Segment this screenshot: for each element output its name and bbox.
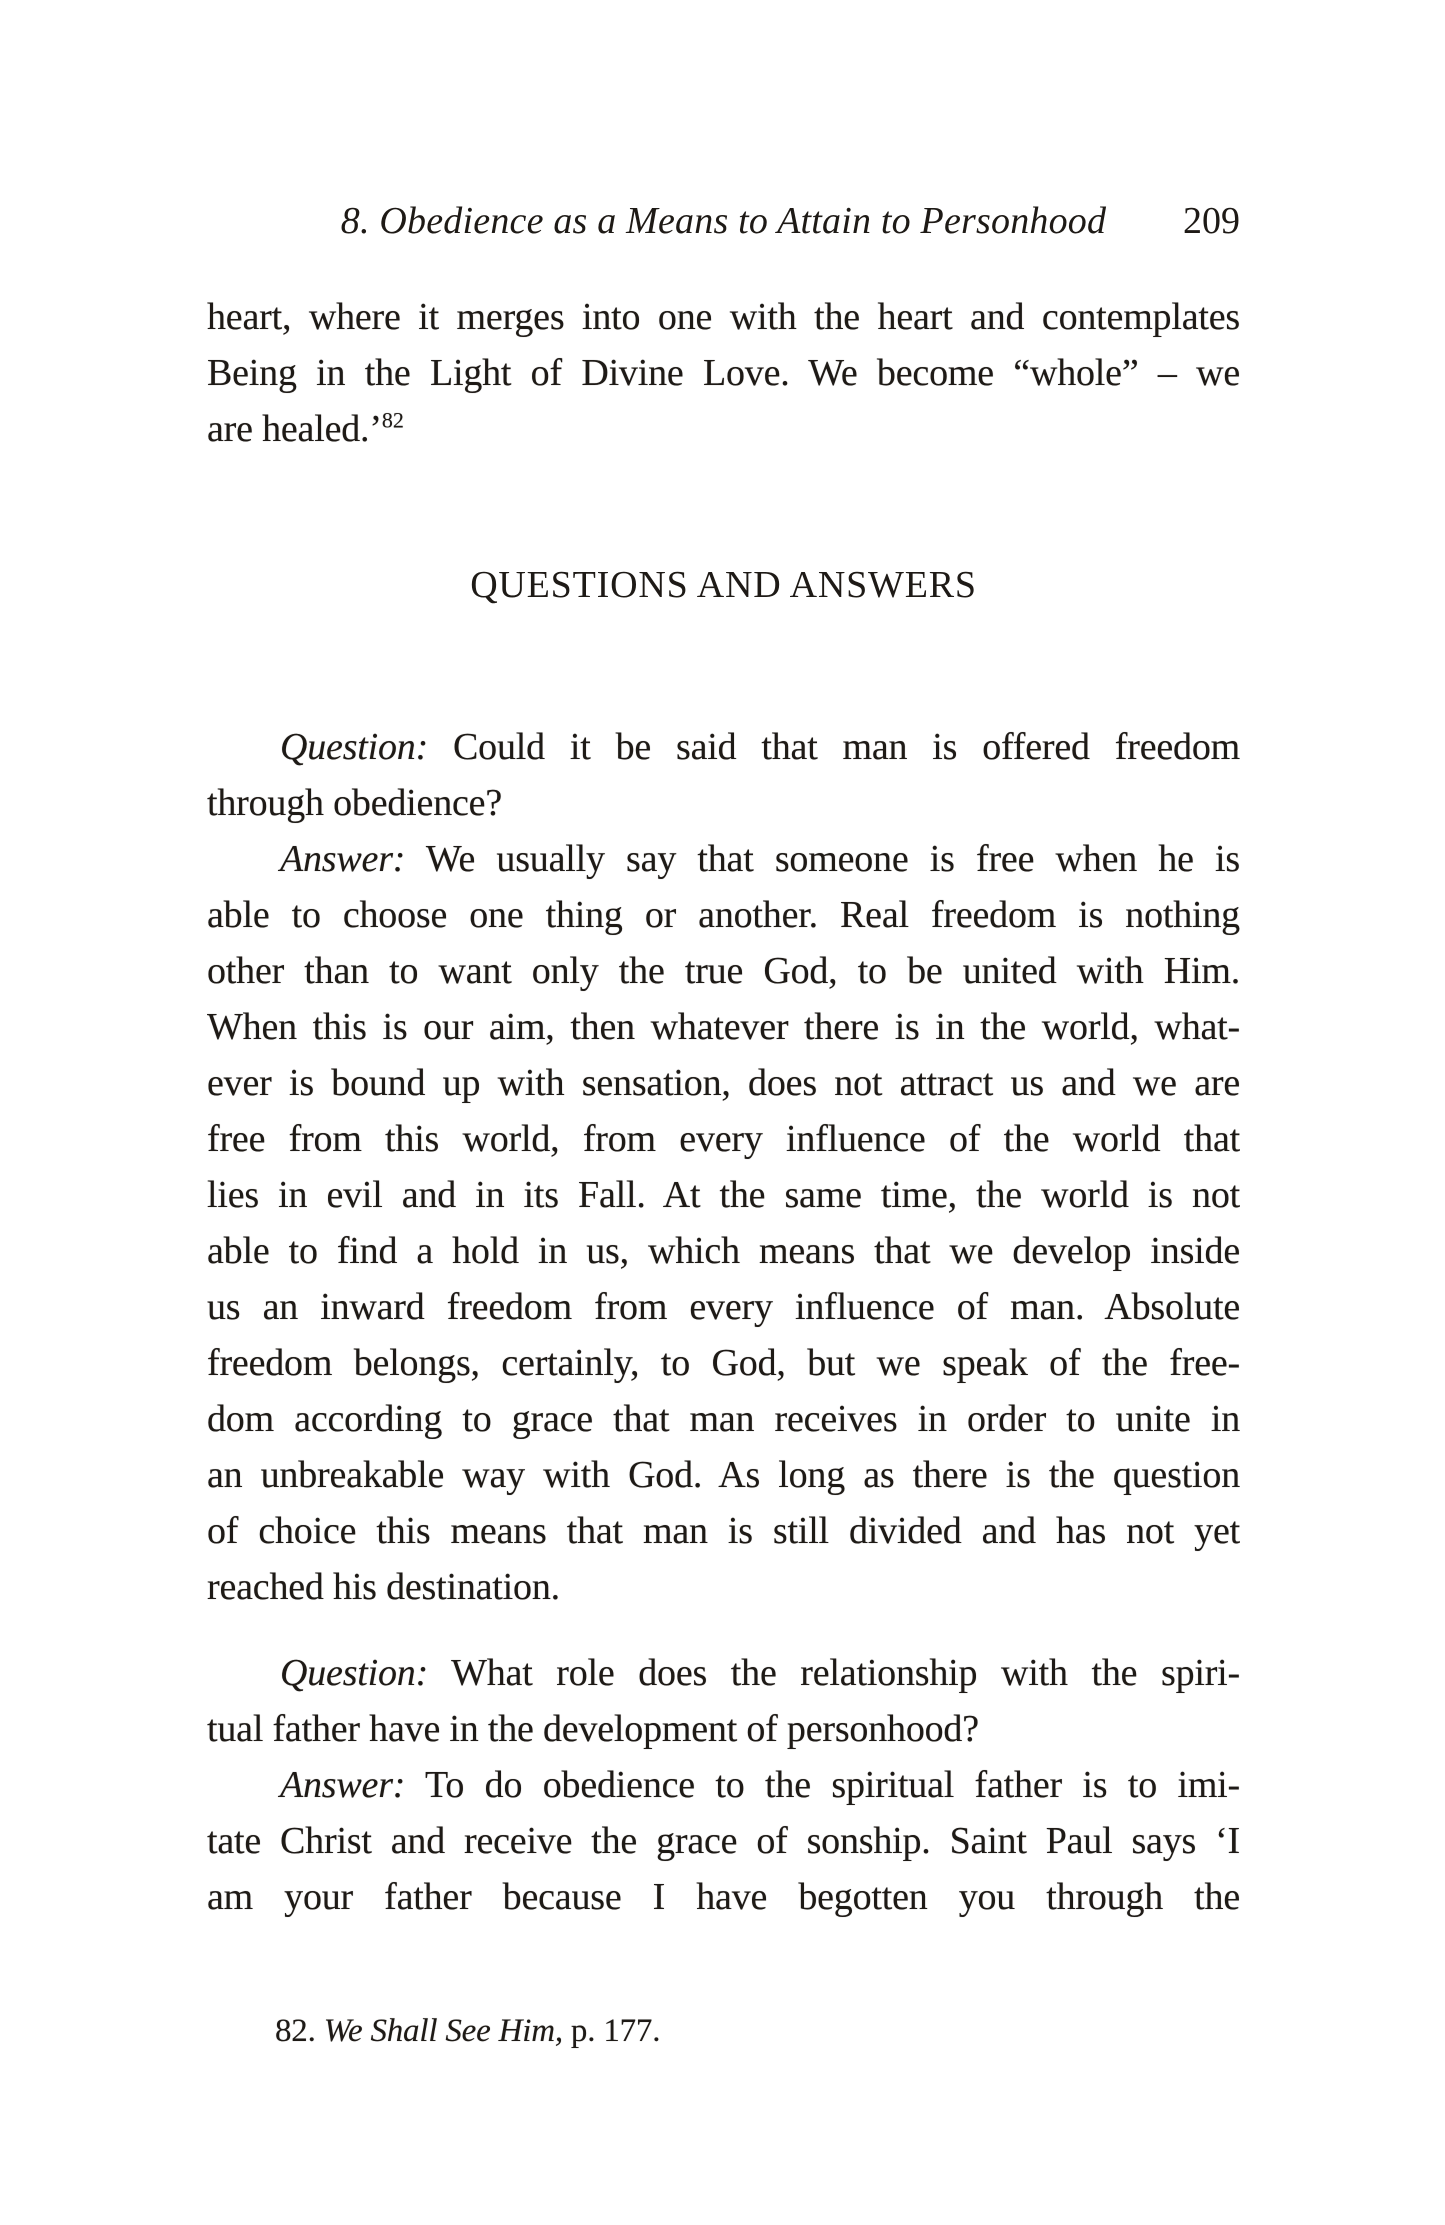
italic-text: Answer: (280, 1764, 406, 1806)
block-slot-0 (207, 289, 1240, 457)
text-line (207, 289, 1240, 345)
question-2 (207, 1645, 1240, 1757)
text: able to choose one thing or another. Real freedom is nothing (207, 894, 1240, 936)
text-line (207, 345, 1240, 401)
text-line (207, 1701, 1240, 1757)
text-line (207, 943, 1240, 999)
text: am your father because I have begotten you through the (207, 1876, 1240, 1918)
text: Could it be said that man is offered freedom (428, 726, 1240, 768)
text: To do obedience to the spiritual father is to imi- (405, 1764, 1240, 1806)
text: freedom belongs, certainly, to God, but we speak of the free- (207, 1342, 1240, 1384)
text: are healed.’ (207, 408, 382, 450)
text-line (207, 999, 1240, 1055)
italic-text: We Shall See Him, (323, 2013, 563, 2049)
text-line (207, 1055, 1240, 1111)
page-number: 209 (1183, 200, 1240, 242)
text-line (207, 1335, 1240, 1391)
text-line (207, 1279, 1240, 1335)
answer-2 (207, 1757, 1240, 1925)
text: We usually say that someone is free when he is (405, 838, 1240, 880)
text-line (207, 719, 1240, 775)
footnote (207, 2010, 1240, 2052)
text: lies in evil and in its Fall. At the same time, the world is not (207, 1174, 1240, 1216)
text: tual father have in the development of personhood? (207, 1708, 979, 1750)
text: p. 177. (562, 2013, 661, 2049)
text: through obedience? (207, 782, 503, 824)
text: tate Christ and receive the grace of sonship. Saint Paul says ‘I (207, 1820, 1240, 1862)
text: heart, where it merges into one with the heart and contemplates (207, 296, 1240, 338)
italic-text: Answer: (280, 838, 406, 880)
text-line (207, 1503, 1240, 1559)
question-1 (207, 719, 1240, 831)
text: us an inward freedom from every influence of man. Absolute (207, 1286, 1240, 1328)
text: other than to want only the true God, to be united with Him. (207, 950, 1240, 992)
text-line (207, 1559, 1240, 1615)
text-line (207, 1223, 1240, 1279)
chapter-title: 8. Obedience as a Means to Attain to Personhood (340, 200, 1107, 242)
text-line (207, 1111, 1240, 1167)
text-line (207, 1813, 1240, 1869)
text: free from this world, from every influence of the world that (207, 1118, 1240, 1160)
text: dom according to grace that man receives in order to unite in (207, 1398, 1240, 1440)
text-line (207, 1757, 1240, 1813)
text-line (207, 887, 1240, 943)
answer-1 (207, 831, 1240, 1615)
text-line (207, 831, 1240, 887)
body-text (207, 289, 1240, 1925)
italic-text: Question: (280, 726, 429, 768)
running-header (207, 193, 1240, 249)
text-line (207, 775, 1240, 831)
body-blocks-rest (207, 719, 1240, 1925)
text: reached his destination. (207, 1566, 560, 1608)
text: ever is bound up with sensation, does not attract us and we are (207, 1062, 1240, 1104)
text: an unbreakable way with God. As long as there is the question (207, 1454, 1240, 1496)
text-line (207, 1447, 1240, 1503)
text: 82. (275, 2013, 324, 2049)
superscript-footnote-ref: 82 (381, 407, 404, 433)
text: Being in the Light of Divine Love. We become “whole” – we (207, 352, 1240, 394)
text: of choice this means that man is still divided and has not yet (207, 1510, 1240, 1552)
section-heading: QUESTIONS AND ANSWERS (470, 564, 977, 606)
text-line (207, 401, 1240, 457)
text-line (207, 1869, 1240, 1925)
footnote-82 (207, 2010, 1240, 2052)
text-line (207, 1167, 1240, 1223)
text: When this is our aim, then whatever there is in the world, what- (207, 1006, 1240, 1048)
text: able to find a hold in us, which means that we develop inside (207, 1230, 1240, 1272)
italic-text: Question: (280, 1652, 429, 1694)
text-column (207, 193, 1240, 2052)
text-line (207, 2010, 1240, 2052)
text: What role does the relationship with the spiri- (428, 1652, 1240, 1694)
text-line (207, 1391, 1240, 1447)
text-line (207, 1645, 1240, 1701)
